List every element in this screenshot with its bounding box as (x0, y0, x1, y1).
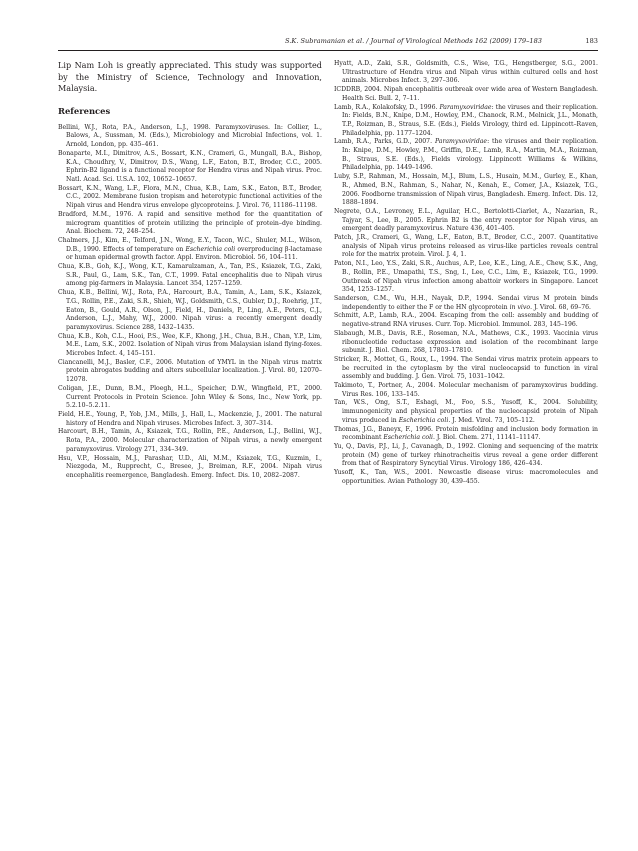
journal-citation: S.K. Subramanian et al. / Journal of Virological Methods 162 (2009) 179–183 (285, 37, 542, 45)
reference-entry: Yusoff, K., Tan, W.S., 2001. Newcastle disease virus: macromolecules and opportunities. Avian Pathology 30, 439–455. (334, 469, 598, 485)
reference-entry: Bonaparte, M.I., Dimitrov, A.S., Bossart, K.N., Crameri, G., Mungall, B.A., Bishop, K.A., Choudhry, V., Dimitrov, D.S., Wang, L.F., Eaton, B.T., Broder, C.C., 2005. Ephrin-B2 ligand is a functional receptor for Hendra virus and Nipah virus. Proc. Natl. Acad. Sci. U.S.A. 102, 10652–10657. (58, 149, 322, 183)
references-heading: References (58, 105, 111, 116)
reference-list-right (334, 60, 598, 486)
reference-entry: Takimoto, T., Portner, A., 2004. Molecular mechanism of paramyxovirus budding. Virus Res. 106, 133–145. (334, 382, 598, 398)
reference-entry: Chua, K.B., Koh, C.L., Hooi, P.S., Wee, K.F., Khong, J.H., Chua, B.H., Chan, Y.P., Lim, M.E., Lam, S.K., 2002. Isolation of Nipah virus from Malaysian island flying-foxes. Microbes Infect. 4, 145–151. (58, 332, 322, 358)
reference-entry: Schmitt, A.P., Lamb, R.A., 2004. Escaping from the cell: assembly and budding of negative-strand RNA viruses. Curr. Top. Microbiol. Immunol. 283, 145–196. (334, 312, 598, 329)
reference-entry: Ciancanelli, M.J., Basler, C.F., 2006. Mutation of YMYL in the Nipah virus matrix protein abrogates budding and alters subcellular localization. J. Virol. 80, 12070–12078. (58, 358, 322, 384)
page-number: 183 (585, 37, 598, 45)
reference-entry: Bossart, K.N., Wang, L.F., Flora, M.N., Chua, K.B., Lam, S.K., Eaton, B.T., Broder, C.C., 2002. Membrane fusion tropism and heterotypic functional activities of the Nipah virus and Hendra virus envelope glycoproteins. J. Virol. 76, 11186–11198. (58, 184, 322, 210)
reference-entry: Bradford, M.M., 1976. A rapid and sensitive method for the quantitation of microgram quantities of protein utilizing the principle of protein–dye binding. Anal. Biochem. 72, 248–254. (58, 210, 322, 236)
reference-entry: Lamb, R.A., Parks, G.D., 2007. Paramyxoviridae: the viruses and their replication. In: Knipe, D.M., Howley, P.M., Griffin, D.E., Lamb, R.A., Martin, M.A., Roizman, B., Straus, S.E. (Eds.), Fields virology. Lippincott Williams & Wilkins, Philadelphia, pp. 1449–1496. (334, 138, 598, 172)
reference-entry: Luby, S.P., Rahman, M., Hossain, M.J., Blum, L.S., Husain, M.M., Gurley, E., Khan, R., Ahmed, B.N., Rahman, S., Nahar, N., Kenah, E., Comer, J.A., Ksiazek, T.G., 2006. Foodborne transmission of Nipah virus, Bangladesh. Emerg. Infect. Dis. 12, 1888–1894. (334, 173, 598, 207)
right-column (334, 60, 598, 486)
reference-entry: Tan, W.S., Ong, S.T., Eshagi, M., Foo, S.S., Yusoff, K., 2004. Solubility, immunogenicity and physical properties of the nucleocapsid protein of Nipah virus produced in Escherichia coli. J. Med. Virol. 73, 105–112. (334, 399, 598, 424)
left-column (58, 60, 322, 481)
reference-entry: Coligan, J.E., Dunn, B.M., Ploegh, H.L., Speicher, D.W., Wingfield, P.T., 2000. Current Protocols in Protein Science. John Wiley & Sons, Inc., New York, pp. 5.2.10–5.2.11. (58, 384, 322, 410)
reference-entry: Negrete, O.A., Levroney, E.L., Aguilar, H.C., Bertolotti-Ciarlet, A., Nazarian, R., Tajyar, S., Lee, B., 2005. Ephrin B2 is the entry receptor for Nipah virus, an emergent deadly paramyxovirus. Nature 436, 401–405. (334, 207, 598, 233)
reference-entry: Thomas, J.G., Baneyx, F., 1996. Protein misfolding and inclusion body formation in recombinant Escherichia coli. J. Biol. Chem. 271, 11141–11147. (334, 425, 598, 442)
reference-entry: Chalmers, J.J., Kim, E., Telford, J.N., Wong, E.Y., Tacon, W.C., Shuler, M.L., Wilson, D.B., 1990. Effects of temperature on Escherichia coli overproducing β-lactamase or human epidermal growth factor. Appl. Environ. Microbiol. 56, 104–111. (58, 236, 322, 262)
reference-entry: Yu, Q., Davis, P.J., Li, J., Cavanagh, D., 1992. Cloning and sequencing of the matrix protein (M) gene of turkey rhinotracheitis virus reveal a gene order different from that of Respiratory Syncytial Virus. Virology 186, 426–434. (334, 442, 598, 468)
reference-entry: Hyatt, A.D., Zaki, S.R., Goldsmith, C.S., Wise, T.G., Hengstberger, S.G., 2001. Ultrastructure of Hendra virus and Nipah virus within cultured cells and host animals. Microbes Infect. 3, 297–306. (334, 60, 598, 85)
reference-entry: ICDDRB, 2004. Nipah encephalitis outbreak over wide area of Western Bangladesh. Health Sci. Bull. 2, 7–11. (334, 86, 598, 102)
reference-entry: Bellini, W.J., Rota, P.A., Anderson, L.J., 1998. Paramyxoviruses. In: Collier, L., Balows, A., Sussman, M. (Eds.), Microbiology and Microbial Infections, vol. 1. Arnold, London, pp. 435–461. (58, 123, 322, 149)
reference-entry: Chua, K.B., Bellini, W.J., Rota, P.A., Harcourt, B.A., Tamin, A., Lam, S.K., Ksiazek, T.G., Rollin, P.E., Zaki, S.R., Shieh, W.J., Goldsmith, C.S., Gubler, D.J., Roehrig, J.T., Eaton, B., Gould, A.R., Olson, J., Field, H., Daniels, P., Ling, A.E., Peters, C.J., Anderson, L.J., Mahy, W.J., 2000. Nipah virus: a recently emergent deadly paramyxovirus. Science 288, 1432–1435. (58, 289, 322, 331)
reference-entry: Slabaugh, M.B., Davis, R.E., Roseman, N.A., Mathews, C.K., 1993. Vaccinia virus ribonucleotide reductase expression and isolation of the recombinant large subunit. J. Biol. Chem. 268, 17803–17810. (334, 329, 598, 355)
reference-entry: Lamb, R.A., Kolakofsky, D., 1996. Paramyxoviridae: the viruses and their replication. In: Fields, B.N., Knipe, D.M., Howley, P.M., Chanock, R.M., Melnick, J.L., Monath, T.P., Roizman, B., Straus, S.E. (Eds.), Fields Virology, third ed. Lippincott–Raven, Philadelphia, pp. 1177–1204. (334, 103, 598, 137)
reference-entry: Stricker, R., Mottet, G., Roux, L., 1994. The Sendai virus matrix protein appears to be recruited in the cytoplasm by the viral nucleocapsid to function in viral assembly and budding. J. Gen. Virol. 75, 1031–1042. (334, 355, 598, 381)
reference-entry: Sanderson, C.M., Wu, H.H., Nayak, D.P., 1994. Sendai virus M protein binds independently to either the F or the HN glycoprotein in vivo. J. Virol. 68, 69–76. (334, 294, 598, 311)
running-header (58, 37, 598, 49)
header-rule (58, 50, 598, 51)
reference-entry: Chua, K.B., Goh, K.J., Wong, K.T., Kamarulzaman, A., Tan, P.S., Ksiazek, T.G., Zaki, S.R., Paul, G., Lam, S.K., Tan, C.T., 1999. Fatal encephalitis due to Nipah virus among pig-farmers in Malaysia. Lancet 354, 1257–1259. (58, 263, 322, 288)
reference-entry: Patch, J.R., Crameri, G., Wang, L.F., Eaton, B.T., Broder, C.C., 2007. Quantitative analysis of Nipah virus proteins released as virus-like particles reveals central role for the matrix protein. Virol. J. 4, 1. (334, 234, 598, 259)
acknowledgement-text: Lip Nam Loh is greatly appreciated. This study was supported by the Ministry of Science, Technology and Innovation, Malaysia. (58, 60, 322, 94)
reference-entry: Harcourt, B.H., Tamin, A., Ksiazek, T.G., Rollin, P.E., Anderson, L.J., Bellini, W.J., Rota, P.A., 2000. Molecular characterization of Nipah virus, a newly emergent paramyxovirus. Virology 271, 334–349. (58, 428, 322, 453)
reference-list-left (58, 124, 322, 481)
reference-entry: Hsu, V.P., Hossain, M.J., Parashar, U.D., Ali, M.M., Ksiazek, T.G., Kuzmin, I., Niezgoda, M., Rupprecht, C., Bresee, J., Breiman, R.F., 2004. Nipah virus encephalitis reemergence, Bangladesh. Emerg. Infect. Dis. 10, 2082–2087. (58, 454, 322, 479)
reference-entry: Field, H.E., Young, P., Yob, J.M., Mills, J., Hall, L., Mackenzie, J., 2001. The natural history of Hendra and Nipah viruses. Microbes Infect. 3, 307–314. (58, 410, 322, 427)
reference-entry: Paton, N.I., Leo, Y.S., Zaki, S.R., Auchus, A.P., Lee, K.E., Ling, A.E., Chew, S.K., Ang, B., Rollin, P.E., Umapathi, T.S., Sng, I., Lee, C.C., Lim, E., Ksiazek, T.G., 1999. Outbreak of Nipah virus infection among abattoir workers in Singapore. Lancet 354, 1253–1257. (334, 260, 598, 294)
